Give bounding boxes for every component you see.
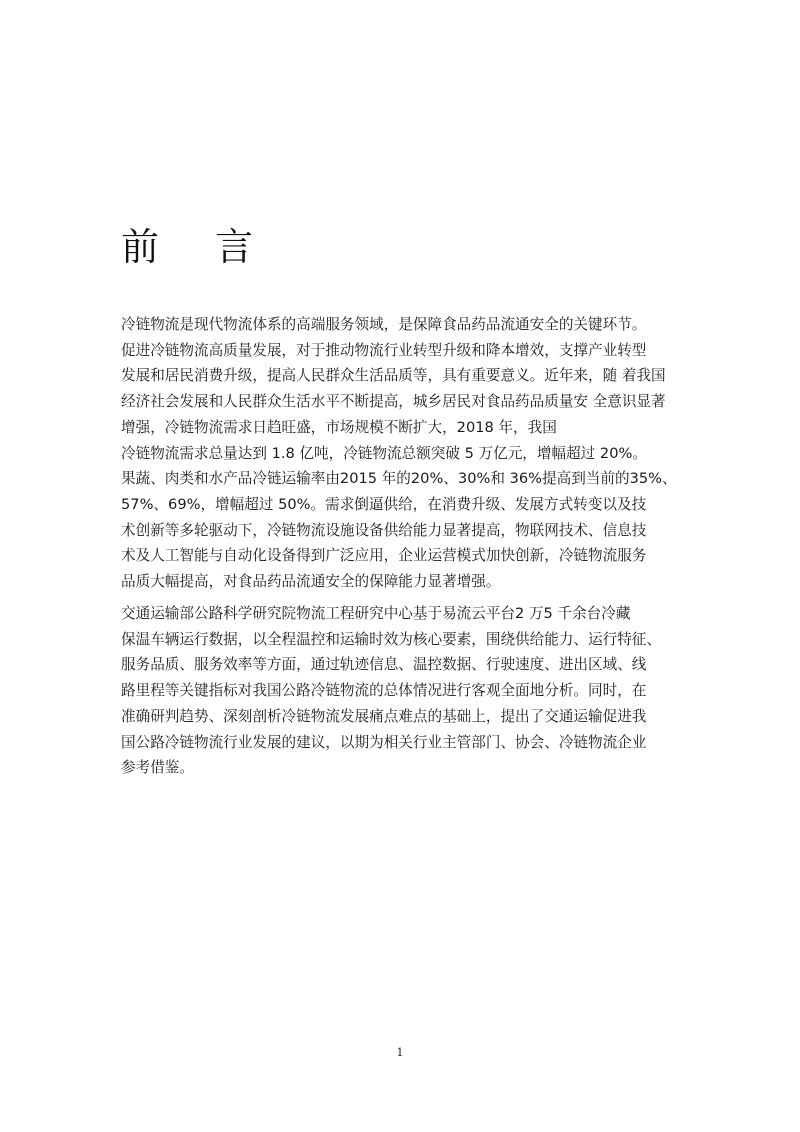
paragraph-line: 术及人工智能与自动化设备得到广泛应用，企业运营模式加快创新，冷链物流服务 (121, 547, 647, 565)
paragraph-line: 冷链物流是现代物流体系的高端服务领域，是保障食品药品流通安全的关键环节。 (121, 316, 647, 333)
paragraph-line: 参考借鉴。 (121, 759, 194, 777)
paragraph-line: 交通运输部公路科学研究院物流工程研究中心基于易流云平台2 万5 千余台冷藏 (121, 605, 631, 622)
paragraph-line: 果蔬、肉类和水产品冷链运输率由2015 年的20%、30%和 36%提高到当前的35%、 (121, 470, 677, 488)
page-title: 前 言 (121, 225, 276, 269)
paragraph-line: 保温车辆运行数据，以全程温控和运输时效为核心要素，围绕供给能力、运行特征、 (121, 630, 661, 648)
paragraph-line: 冷链物流需求总量达到 1.8 亿吨，冷链物流总额突破 5 万亿元，增幅超过 20%。 (121, 444, 647, 462)
paragraph-line: 术创新等多轮驱动下，冷链物流设施设备供给能力显著提高，物联网技术、信息技 (121, 521, 647, 539)
paragraph-line: 增强，冷链物流需求日趋旺盛，市场规模不断扩大，2018 年，我国 (121, 418, 557, 436)
paragraph-line: 服务品质、服务效率等方面，通过轨迹信息、温控数据、行驶速度、进出区域、线 (121, 656, 647, 674)
paragraph-line: 品质大幅提高，对食品药品流通安全的保障能力显著增强。 (121, 573, 501, 591)
paragraph-line: 经济社会发展和人民群众生活水平不断提高，城乡居民对食品药品质量安 全意识显著 (121, 393, 666, 411)
paragraph-line: 发展和居民消费升级，提高人民群众生活品质等，具有重要意义。近年来，随 着我国 (121, 367, 666, 385)
paragraph-line: 国公路冷链物流行业发展的建议，以期为相关行业主管部门、协会、冷链物流企业 (121, 733, 647, 751)
paragraph-line: 57%、69%，增幅超过 50%。需求倒逼供给，在消费升级、发展方式转变以及技 (121, 495, 647, 513)
page-number: 1 (396, 1046, 404, 1059)
paragraph-line: 促进冷链物流高质量发展，对于推动物流行业转型升级和降本增效，支撑产业转型 (121, 341, 647, 359)
paragraph-line: 准确研判趋势、深刻剖析冷链物流发展痛点难点的基础上，提出了交通运输促进我 (121, 707, 647, 725)
paragraph-line: 路里程等关键指标对我国公路冷链物流的总体情况进行客观全面地分析。同时，在 (121, 682, 647, 700)
paragraph-research-center (121, 601, 701, 781)
paragraph-intro (121, 312, 701, 595)
